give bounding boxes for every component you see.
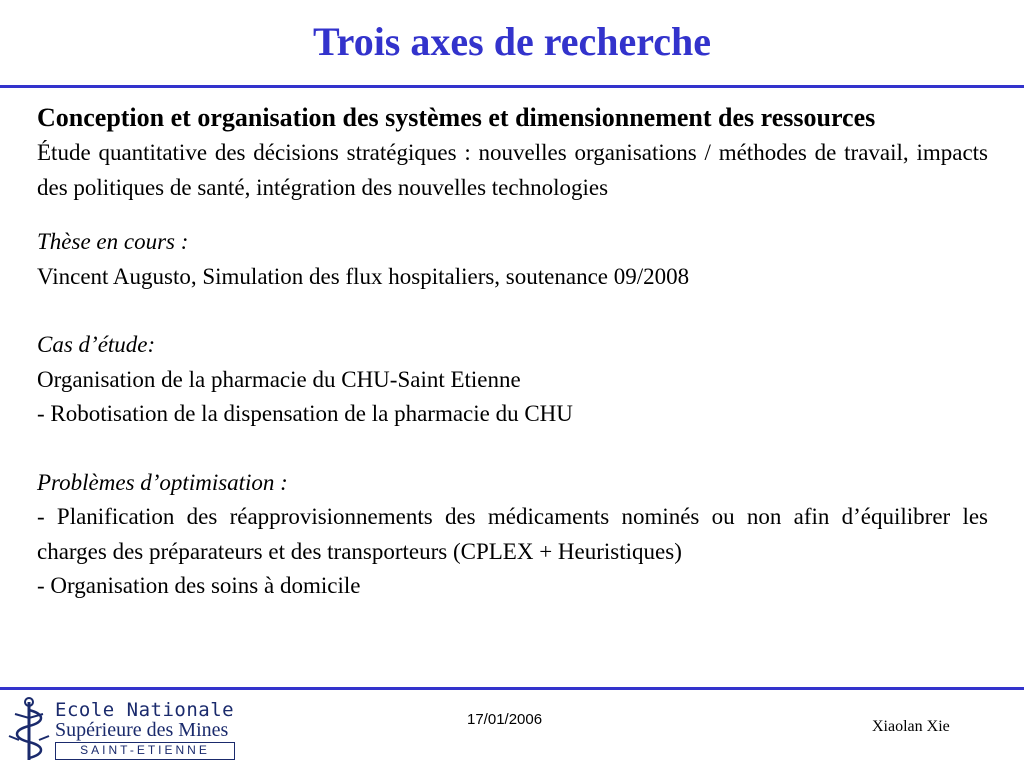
school-logo bbox=[5, 696, 245, 764]
case-study-label: Cas d’étude: bbox=[37, 332, 156, 357]
footer-date: 17/01/2006 bbox=[467, 711, 543, 728]
thesis-label: Thèse en cours : bbox=[37, 229, 189, 254]
problems-label: Problèmes d’optimisation : bbox=[37, 469, 288, 495]
footer-divider bbox=[0, 687, 1024, 690]
caduceus-icon bbox=[5, 696, 53, 764]
case-study-line: Organisation de la pharmacie du CHU-Saint Etienne bbox=[37, 366, 521, 392]
problems-line: - Planification des réapprovisionnements des médicaments nominés ou non afin d’équilibrer les charges des préparateurs et des transporteurs (CPLEX + Heuristiques) bbox=[37, 504, 988, 564]
problems-line: - Organisation des soins à domicile bbox=[37, 573, 361, 598]
intro-paragraph: Étude quantitative des décisions stratégiques : nouvelles organisations / méthodes de travail, impacts des politiques de santé, intégration des nouvelles technologies bbox=[37, 140, 988, 200]
slide-content bbox=[37, 100, 988, 604]
logo-line-1: Ecole Nationale bbox=[55, 699, 235, 721]
case-study-line: - Robotisation de la dispensation de la pharmacie du CHU bbox=[37, 401, 573, 426]
footer-author: Xiaolan Xie bbox=[872, 718, 950, 735]
section-heading: Conception et organisation des systèmes et dimensionnement des ressources bbox=[37, 103, 876, 132]
slide-title: Trois axes de recherche bbox=[312, 19, 712, 64]
logo-line-3: SAINT-ETIENNE bbox=[80, 743, 210, 757]
thesis-text: Vincent Augusto, Simulation des flux hospitaliers, soutenance 09/2008 bbox=[37, 263, 690, 289]
logo-line-2: Supérieure des Mines bbox=[55, 719, 229, 741]
title-divider bbox=[0, 85, 1024, 88]
